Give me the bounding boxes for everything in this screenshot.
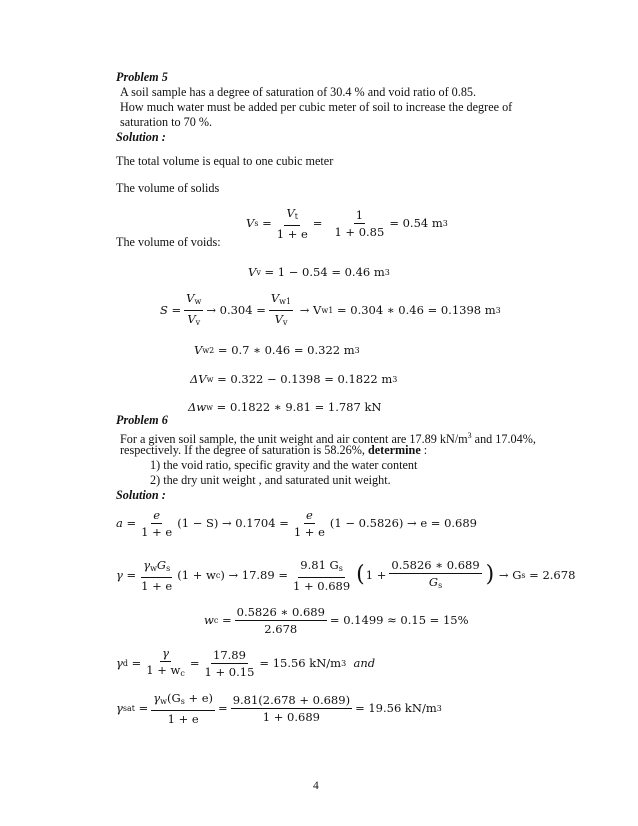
vs-equation: V s = $\frac{V_t}{1 + e}$ = $\frac{1}{1 + 0.85}$ = 0.54 m 3 — [246, 205, 448, 241]
problem6-item2: 2) the dry unit weight , and saturated unit weight. — [150, 473, 391, 487]
air-content-equation: a = $\frac{e}{1 + e}$ (1 − S) → 0.1704 = $\frac{e}{1 + e}$ (1 − 0.5826) → e = 0.689 — [116, 507, 478, 539]
problem6-heading: Problem 6 — [116, 413, 168, 427]
saturated-unit-weight-equation: γ sat = $\frac{\gamma_w(G_s + e)}{1 + e}$ = $\frac{9.81(2.678 + 0.689)}{1 + 0.689}$ = 19.56 kN/m 3 — [116, 690, 442, 726]
problem5-para3: The volume of voids: — [116, 235, 221, 249]
delta-ww-equation: Δw w = 0.1822 ∗ 9.81 = 1.787 kN — [188, 400, 382, 414]
problem5-line2: How much water must be added per cubic meter of soil to increase the degree of — [120, 100, 513, 114]
problem5-para2: The volume of solids — [116, 181, 220, 195]
problem5-line1: A soil sample has a degree of saturation of 30.4 % and void ratio of 0.85. — [120, 85, 477, 99]
water-content-equation: w c = $\frac{0.5826 ∗ 0.689}{2.678}$ = 0.1499 ≈ 0.15 = 15% — [204, 604, 469, 636]
delta-vw-equation: ΔV w = 0.322 − 0.1398 = 0.1822 m 3 — [190, 372, 398, 386]
unit-weight-equation: γ = $\frac{\gamma_wG_s}{1 + e}$ (1 + w c ) → 17.89 = $\frac{9.81 G_s}{1 + 0.689}$ ( 1 + $\frac{0.5826 ∗ 0.689}{G_s}$ ) → G s = 2.678 — [116, 557, 576, 593]
s-equation: S = $\frac{V_w}{V_v}$ → 0.304 = $\frac{V_{w1}}{V_v}$ → V w1 = 0.304 ∗ 0.46 = 0.1398 m 3 — [160, 290, 501, 327]
problem5-para1: The total volume is equal to one cubic meter — [116, 154, 334, 168]
vw2-equation: V w2 = 0.7 ∗ 0.46 = 0.322 m 3 — [194, 343, 360, 357]
problem6-line1: For a given soil sample, the unit weight and air content are 17.89 $kN/m^3$ and 17.04%, — [120, 431, 536, 446]
problem6-solution-heading: Solution : — [116, 488, 166, 502]
problem6-line2: respectively. If the degree of saturation is 58.26%, determine : — [120, 443, 428, 457]
problem6-item1: 1) the void ratio, specific gravity and the water content — [150, 458, 418, 472]
problem5-heading: Problem 5 — [116, 70, 168, 84]
problem5-line3: saturation to 70 %. — [120, 115, 213, 129]
dry-unit-weight-equation: γ d = $\frac{\gamma}{1 + w_c}$ = $\frac{17.89}{1 + 0.15}$ = 15.56 kN/m 3 and — [116, 645, 376, 679]
page-number: 4 — [313, 780, 319, 792]
problem5-solution-heading: Solution : — [116, 130, 166, 144]
vv-equation: V v = 1 − 0.54 = 0.46 m 3 — [248, 265, 390, 279]
